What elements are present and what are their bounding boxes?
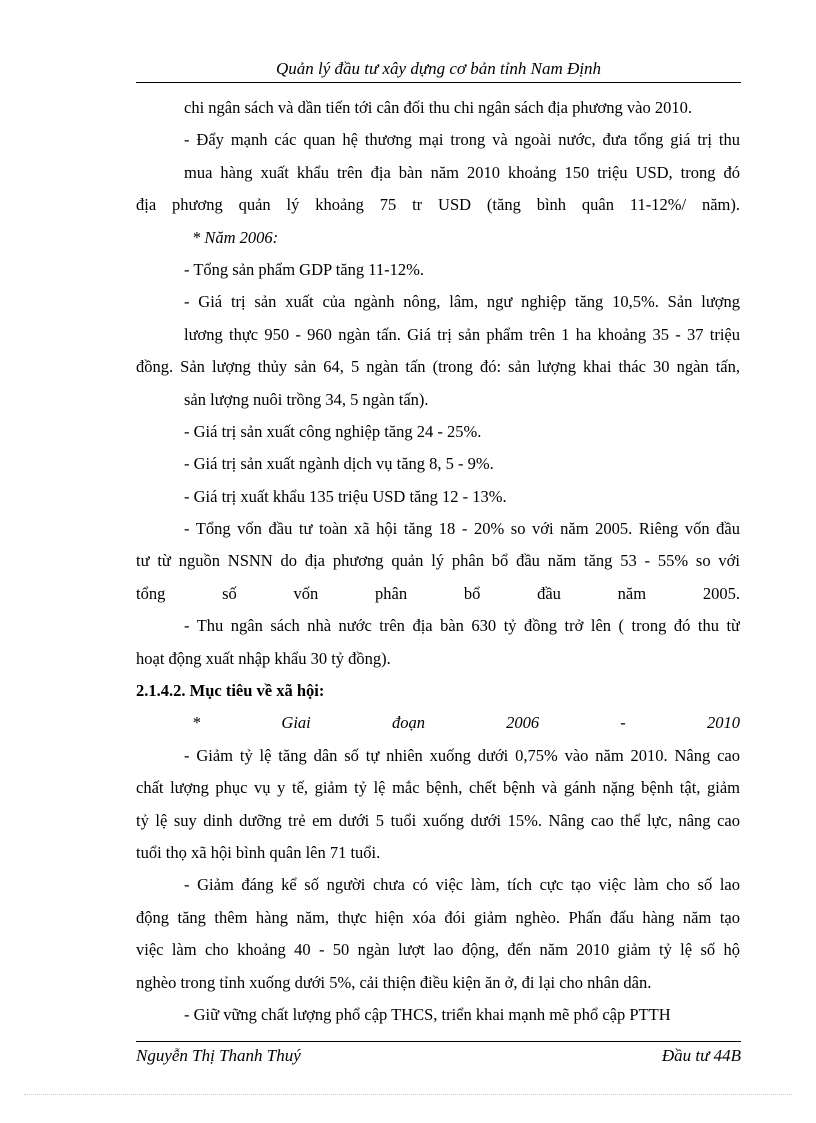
document-body — [136, 92, 740, 1031]
page-header — [136, 56, 741, 83]
paragraph-line: đồng. Sản lượng thủy sản 64, 5 ngàn tấn (trong đó: sản lượng khai thác 30 ngàn tấn, — [136, 357, 740, 377]
word: đoạn — [391, 713, 425, 733]
paragraph-line: - Giảm tỷ lệ tăng dân số tự nhiên xuống dưới 0,75% vào năm 2010. Nâng cao — [184, 745, 740, 765]
page-footer — [136, 1041, 741, 1072]
word: số — [222, 583, 237, 603]
paragraph-line: - Giá trị sản xuất của ngành nông, lâm, ngư nghiệp tăng 10,5%. Sản lượng — [184, 292, 740, 312]
paragraph-line: tư từ nguồn NSNN do địa phương quản lý phân bổ đầu năm tăng 53 - 55% so với — [136, 551, 740, 571]
paragraph-line: địa phương quản lý khoảng 75 tr USD (tăng bình quân 11-12%/ năm). — [136, 195, 740, 215]
paragraph-line: - Đẩy mạnh các quan hệ thương mại trong và ngoài nước, đưa tổng giá trị thu — [184, 130, 740, 150]
paragraph-line: động tăng thêm hàng năm, thực hiện xóa đói giảm nghèo. Phấn đấu hàng năm tạo — [136, 907, 740, 927]
paragraph-line: - Tổng sản phẩm GDP tăng 11-12%. — [184, 259, 424, 279]
paragraph-line: sản lượng nuôi trồng 34, 5 ngàn tấn). — [184, 389, 429, 409]
word: phân — [375, 583, 408, 603]
word: tổng — [136, 583, 166, 603]
word: 2010 — [706, 713, 740, 733]
page-break-divider — [24, 1094, 792, 1095]
paragraph-line: chất lượng phục vụ y tế, giảm tỷ lệ mắc bệnh, chết bệnh và gánh nặng bệnh tật, giảm — [136, 778, 740, 798]
paragraph-line: tuổi thọ xã hội bình quân lên 71 tuổi. — [136, 842, 381, 862]
word: 2005. — [702, 583, 740, 603]
paragraph-line: tỷ lệ suy dinh dưỡng trẻ em dưới 5 tuổi xuống dưới 15%. Nâng cao thể lực, nâng cao — [136, 810, 740, 830]
word: 2006 — [506, 713, 540, 733]
subsection-label: * Năm 2006: — [192, 227, 279, 247]
paragraph-line: việc làm cho khoảng 40 - 50 ngàn lượt lao động, đến năm 2010 giảm tỷ lệ số hộ — [136, 940, 740, 960]
class-name: Đầu tư 44B — [661, 1046, 741, 1065]
paragraph-line: nghèo trong tỉnh xuống dưới 5%, cải thiện điều kiện ăn ở, đi lại cho nhân dân. — [136, 972, 652, 992]
period-label — [136, 707, 740, 739]
paragraph-line: lương thực 950 - 960 ngàn tấn. Giá trị sản phẩm trên 1 ha khoảng 35 - 37 triệu — [184, 324, 740, 344]
paragraph-line: - Giá trị xuất khẩu 135 triệu USD tăng 12 - 13%. — [184, 486, 507, 506]
paragraph-line: mua hàng xuất khẩu trên địa bàn năm 2010 khoảng 150 triệu USD, trong đó — [184, 162, 740, 182]
word: - — [620, 713, 626, 733]
word: * — [192, 713, 201, 733]
author-name: Nguyễn Thị Thanh Thuý — [136, 1046, 301, 1065]
word: bổ — [463, 583, 481, 603]
word: năm — [617, 583, 647, 603]
paragraph-line: hoạt động xuất nhập khẩu 30 tỷ đồng). — [136, 648, 391, 668]
paragraph-line: - Giữ vững chất lượng phổ cập THCS, triển khai mạnh mẽ phổ cập PTTH — [184, 1004, 671, 1024]
running-title: Quản lý đầu tư xây dựng cơ bản tỉnh Nam Định — [275, 59, 602, 78]
paragraph-line: chi ngân sách và dần tiến tới cân đối thu chi ngân sách địa phương vào 2010. — [184, 98, 692, 117]
word: vốn — [293, 583, 319, 603]
paragraph-line: - Giảm đáng kể số người chưa có việc làm, tích cực tạo việc làm cho số lao — [184, 875, 740, 895]
paragraph-line: - Thu ngân sách nhà nước trên địa bàn 630 tỷ đồng trở lên ( trong đó thu từ — [184, 616, 740, 636]
word: Giai — [281, 713, 311, 733]
word: đầu — [537, 583, 561, 603]
paragraph-line: - Giá trị sản xuất ngành dịch vụ tăng 8, 5 - 9%. — [184, 454, 494, 474]
paragraph-line: - Giá trị sản xuất công nghiệp tăng 24 - 25%. — [184, 421, 482, 441]
paragraph-line: - Tổng vốn đầu tư toàn xã hội tăng 18 - 20% so với năm 2005. Riêng vốn đầu — [184, 519, 740, 539]
section-heading: 2.1.4.2. Mục tiêu về xã hội: — [136, 681, 325, 701]
paragraph-line-spread — [136, 578, 740, 610]
